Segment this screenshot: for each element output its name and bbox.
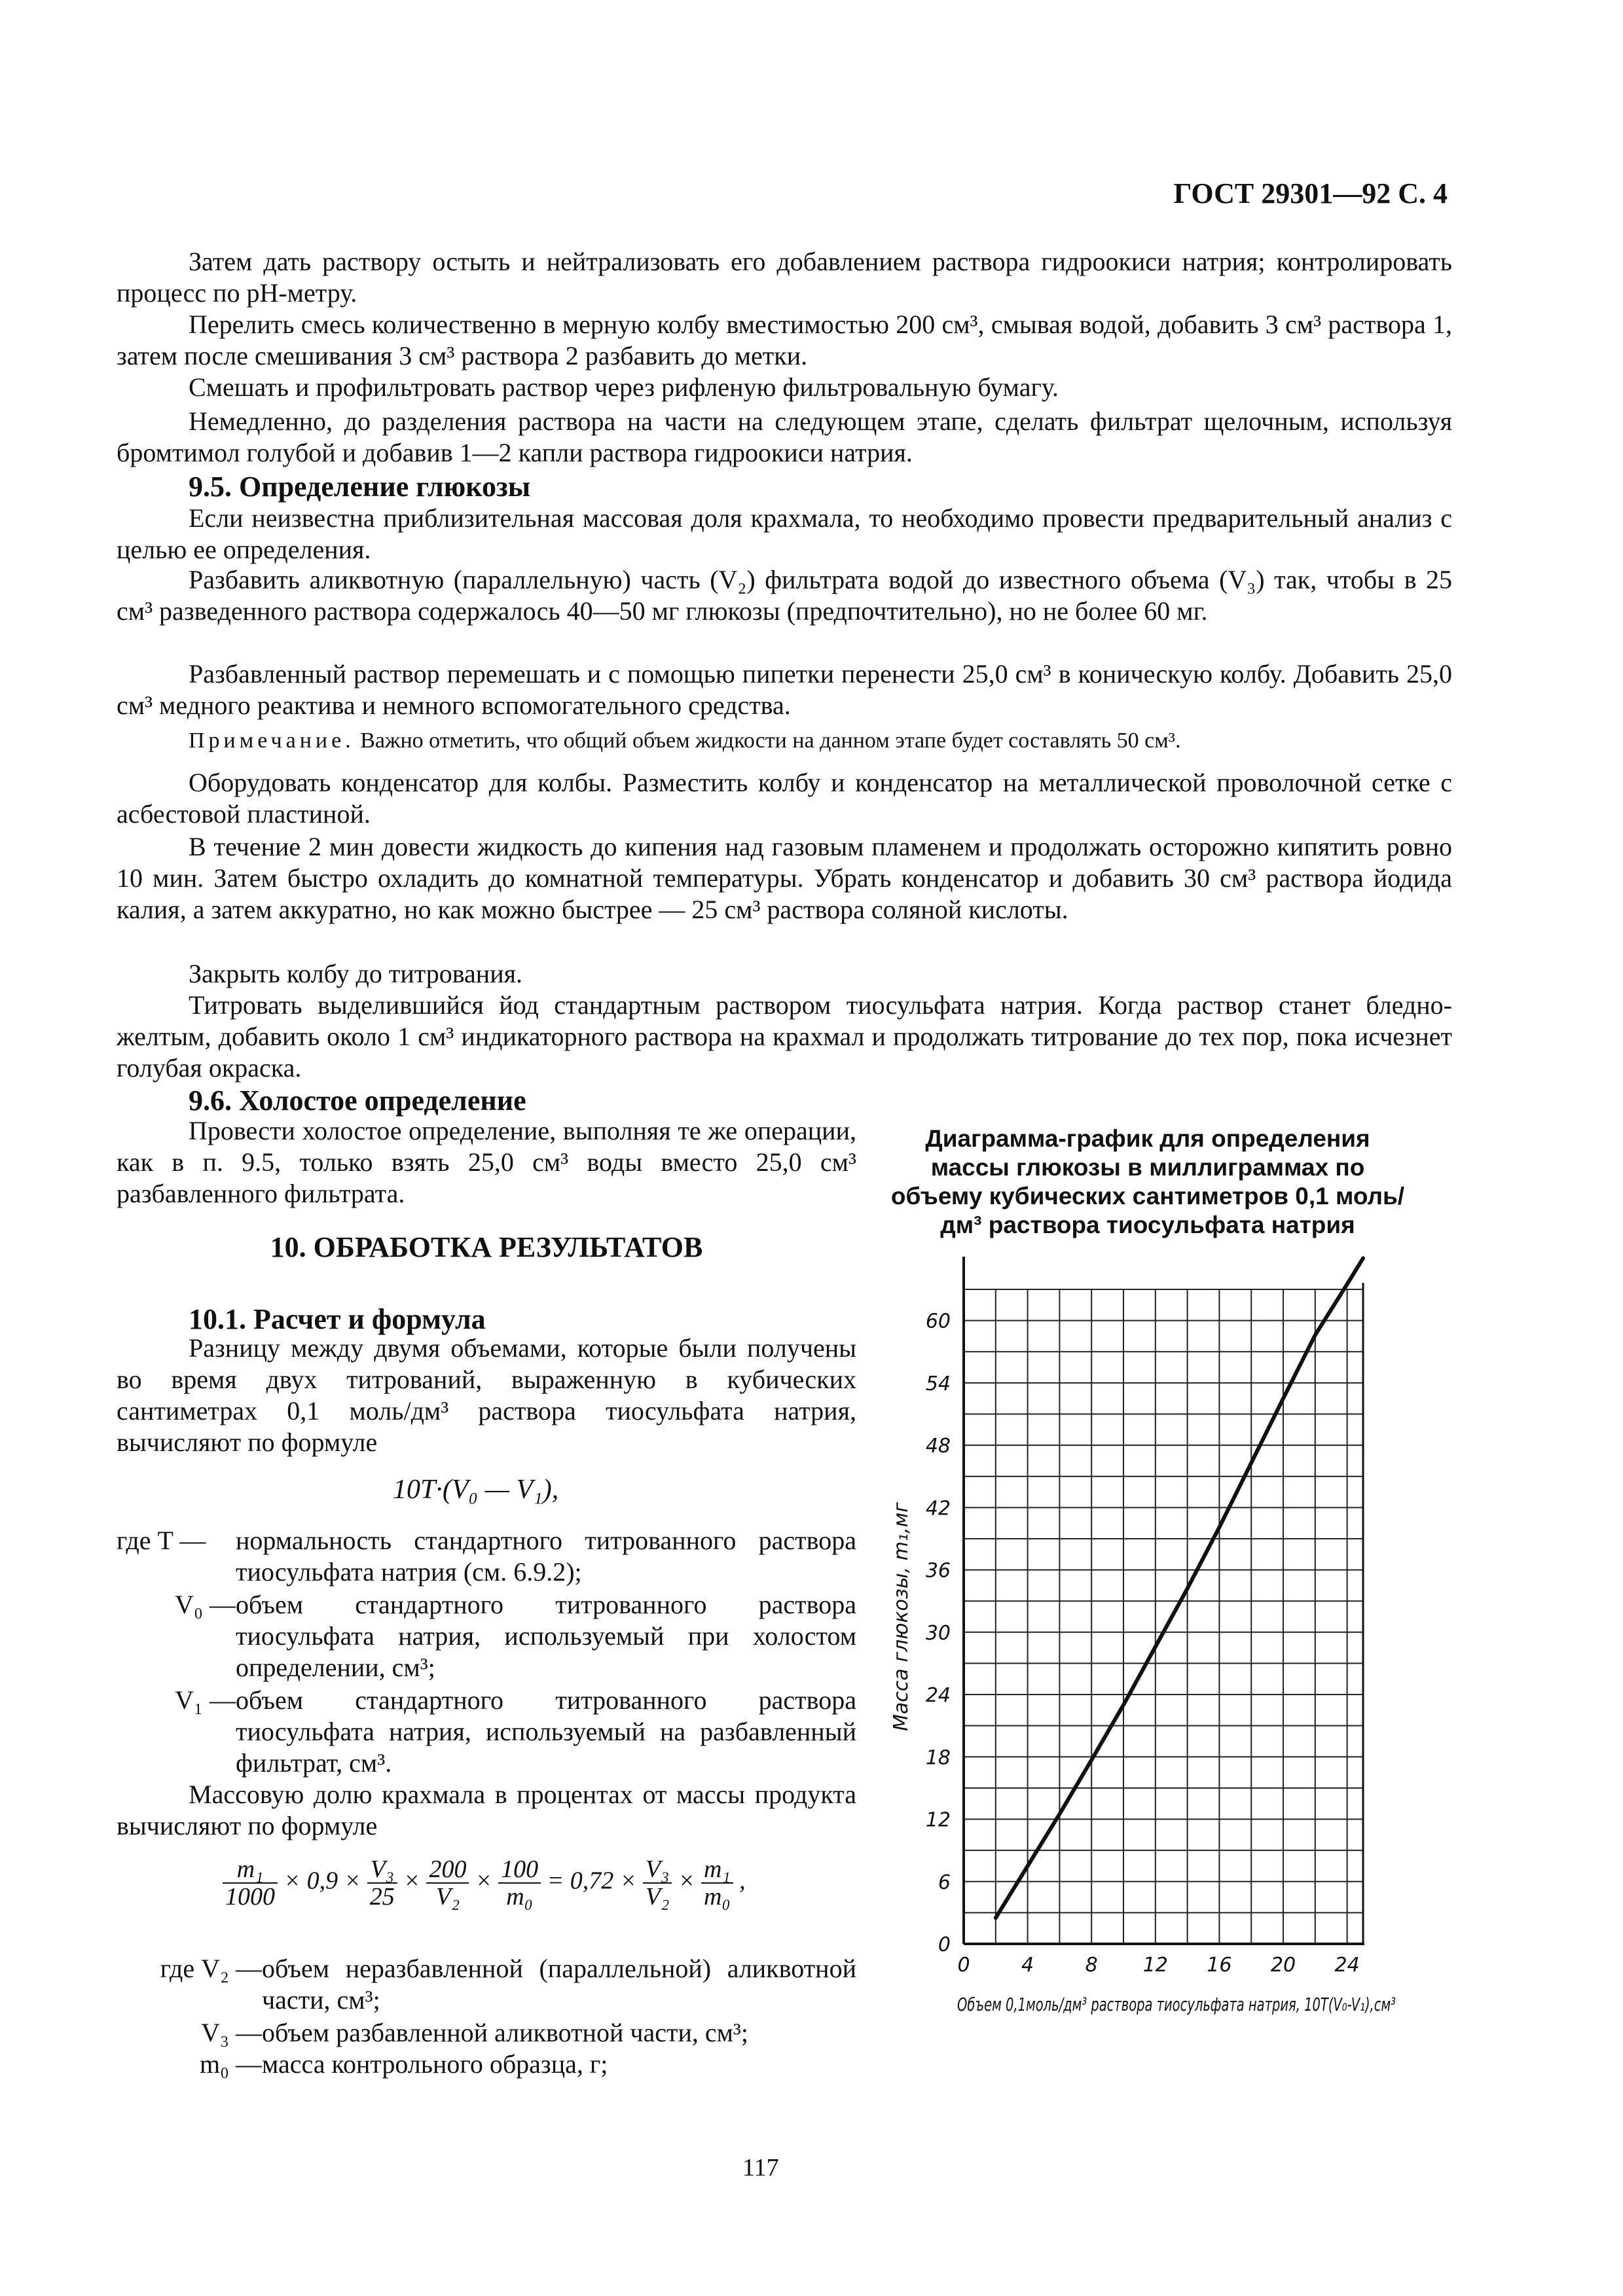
y-tick-label: 60 — [925, 1310, 951, 1333]
page-number: 117 — [742, 2154, 779, 2181]
x-tick-label: 16 — [1207, 1954, 1232, 1977]
paragraph: Титровать выделившийся йод стандартным раствором тиосульфата натрия. Когда раствор станет бледно-желтым, добавить около 1 см³ индикаторного раствора на крахмал и продолжать титрование до тех пор, пока исчезнет голубая окраска. — [117, 990, 1452, 1083]
paragraph: Если неизвестна приблизительная массовая доля крахмала, то необходимо провести предварительный анализ с целью ее определения. — [117, 503, 1452, 564]
x-tick-label: 0 — [957, 1954, 970, 1977]
y-tick-label: 12 — [925, 1808, 951, 1832]
section-heading: 10. ОБРАБОТКА РЕЗУЛЬТАТОВ — [270, 1231, 703, 1263]
formula-starch: $\frac{\text{m₁}}{1000}$ × 0,9 × $\frac{\text{V₃}}{25}$ × $\frac{200}{\text{V₂}}$ × $\frac{100}{\text{m₀}}$ = 0,72 × $\frac{\text{V₃}}{\text{V₂}}$ × $\frac{\text{m₁}}{\text{m₀}}$ , — [223, 1856, 746, 1910]
y-tick-label: 18 — [925, 1746, 951, 1770]
x-tick-label: 20 — [1270, 1954, 1296, 1977]
note — [117, 726, 1452, 755]
graph-title: Диаграмма-график для определения массы глюкозы в миллиграммах по объему кубических сантиметров 0,1 моль/дм³ раствора тиосульфата натрия — [890, 1125, 1405, 1238]
paragraph: Провести холостое определение, выполняя те же операции, как в п. 9.5, только взять 25,0 см³ воды вместо 25,0 см³ разбавленного фильтрата. — [117, 1116, 856, 1208]
paragraph: Разницу между двумя объемами, которые были получены во время двух титрований, выраженную в кубических сантиметрах 0,1 моль/дм³ раствора тиосульфата натрия, вычисляют по формуле — [117, 1333, 856, 1457]
definition-m0 — [117, 2049, 856, 2080]
x-tick-label: 24 — [1334, 1954, 1360, 1977]
note-text: Важно отметить, что общий объем жидкости на данном этапе будет составлять 50 см³. — [360, 728, 1181, 753]
paragraph: Массовую долю крахмала в процентах от массы продукта вычисляют по формуле — [117, 1780, 856, 1840]
definition-text: объем неразбавленной (параллельной) аликвотной части, см³; — [262, 1954, 856, 2015]
y-tick-label: 24 — [925, 1684, 951, 1708]
section-heading: 9.6. Холостое определение — [189, 1085, 526, 1117]
paragraph: Закрыть колбу до титрования. — [189, 959, 523, 988]
document-header: ГОСТ 29301—92 С. 4 — [1173, 177, 1448, 209]
y-tick-label: 6 — [938, 1871, 951, 1894]
y-tick-label: 42 — [925, 1497, 951, 1520]
paragraph: Перелить смесь количественно в мерную колбу вместимостью 200 см³, смывая водой, добавить 3 см³ раствора 1, затем после смешивания 3 см³ раствора 2 разбавить до метки. — [117, 310, 1452, 370]
y-axis-label: Масса глюкозы, m₁,мг — [890, 1502, 913, 1731]
formula-difference: 10T·(V₀ — V₁), — [393, 1475, 559, 1505]
subsection-heading: 10.1. Расчет и формула — [189, 1303, 486, 1335]
definition-symbol: где T — — [117, 1526, 206, 1555]
definition-text: объем стандартного титрованного раствора тиосульфата натрия, используемый при холостом определении, см³; — [236, 1590, 856, 1682]
definition-symbol: где V₂ — — [160, 1954, 262, 1983]
definition-V0 — [117, 1589, 856, 1683]
definition-text: нормальность стандартного титрованного раствора тиосульфата натрия (см. 6.9.2); — [236, 1526, 856, 1587]
section-heading: 9.5. Определение глюкозы — [189, 471, 531, 503]
definition-symbol: V₃ — — [201, 2018, 262, 2047]
paragraph: В течение 2 мин довести жидкость до кипения над газовым пламенем и продолжать осторожно кипятить ровно 10 мин. Затем быстро охладить до комнатной температуры. Убрать конденсатор и добавить 30 см³ раствора йодида калия, а затем аккуратно, но как можно быстрее — 25 см³ раствора соляной кислоты. — [117, 832, 1452, 924]
definition-V1 — [117, 1685, 856, 1779]
paragraph: Оборудовать конденсатор для колбы. Разместить колбу и конденсатор на металлической проволочной сетке с асбестовой пластиной. — [117, 768, 1452, 829]
definition-symbol: V₀ — — [175, 1590, 236, 1619]
definition-text: объем разбавленной аликвотной части, см³; — [262, 2018, 749, 2047]
definition-symbol: m₀ — — [199, 2049, 262, 2079]
paragraph: Разбавить аликвотную (параллельную) часть (V₂) фильтрата водой до известного объема (V₃) так, чтобы в 25 см³ разведенного раствора содержалось 40—50 мг глюкозы (предпочтительно), но не более 60 мг. — [117, 565, 1452, 626]
paragraph: Затем дать раствору остыть и нейтрализовать его добавлением раствора гидроокиси натрия; контролировать процесс по рН-метру. — [117, 247, 1452, 308]
definition-text: масса контрольного образца, г; — [262, 2049, 608, 2079]
paragraph: Немедленно, до разделения раствора на части на следующем этапе, сделать фильтрат щелочным, используя бромтимол голубой и добавив 1—2 капли раствора гидроокиси натрия. — [117, 406, 1452, 467]
definition-T — [117, 1525, 856, 1588]
x-tick-label: 8 — [1085, 1954, 1098, 1977]
definition-V2 — [117, 1953, 856, 2016]
definition-V3 — [117, 2017, 856, 2049]
definition-text: объем стандартного титрованного раствора тиосульфата натрия, используемый на разбавленный фильтрат, см³. — [236, 1685, 856, 1778]
x-axis-label: Объем 0,1моль/дм³ раствора тиосульфата натрия, 10T(V₀-V₁),см³ — [957, 1994, 1396, 2015]
y-tick-label: 30 — [925, 1621, 951, 1645]
note-label: Примечание. — [189, 728, 355, 753]
y-tick-label: 48 — [925, 1435, 951, 1458]
x-tick-label: 12 — [1142, 1954, 1168, 1977]
y-tick-label: 54 — [925, 1372, 951, 1395]
definition-symbol: V₁ — — [175, 1685, 236, 1715]
x-tick-label: 4 — [1021, 1954, 1034, 1977]
paragraph: Смешать и профильтровать раствор через рифленую фильтровальную бумагу. — [189, 372, 1059, 402]
paragraph: Разбавленный раствор перемешать и с помощью пипетки перенести 25,0 см³ в коническую колбу. Добавить 25,0 см³ медного реактива и немного вспомогательного средства. — [117, 659, 1452, 720]
glucose-chart — [890, 1257, 1447, 2062]
y-tick-label: 0 — [938, 1933, 951, 1956]
y-tick-label: 36 — [925, 1559, 951, 1583]
